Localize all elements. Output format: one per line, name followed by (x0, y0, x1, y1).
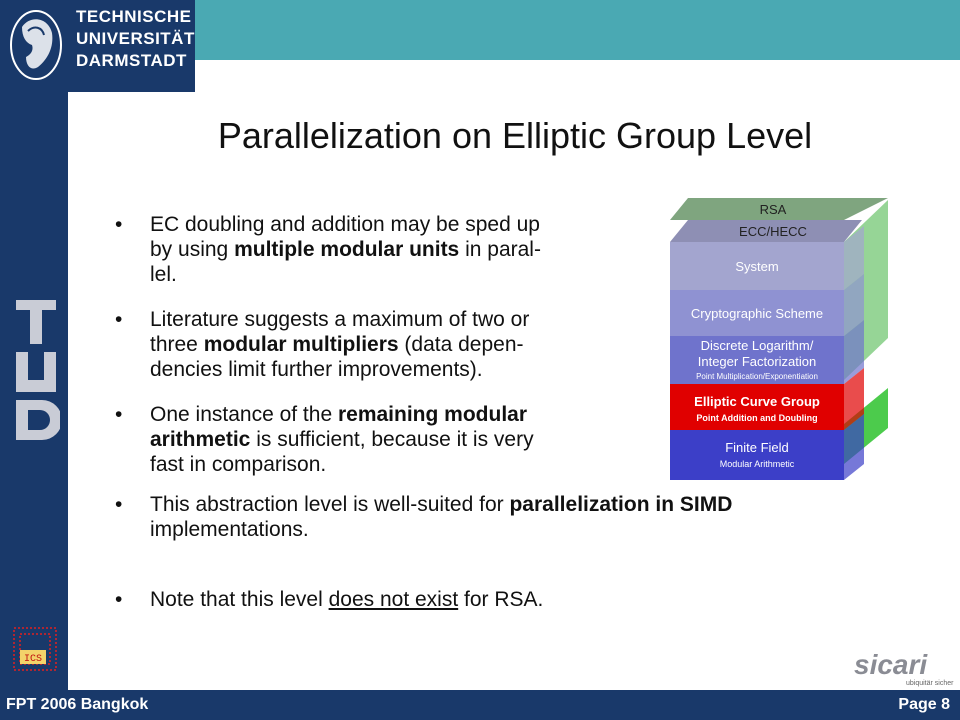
footer-event: FPT 2006 Bangkok (6, 696, 149, 713)
bullet-marker: • (115, 403, 123, 426)
stack-layer (670, 198, 888, 220)
bullet-marker: • (115, 588, 123, 611)
bullet-text (150, 307, 529, 382)
layer-label: Cryptographic Scheme (690, 306, 824, 321)
bold-text: remaining modular (337, 403, 527, 426)
stack-layer (670, 220, 862, 242)
logo-line-1: TECHNISCHE (76, 7, 192, 26)
bullet-text (150, 587, 543, 612)
bold-text: arithmetic (150, 428, 251, 451)
text-run: lel. (150, 263, 177, 286)
university-logo (0, 0, 195, 92)
bullet-marker: • (115, 308, 123, 331)
bullet-text (150, 402, 534, 477)
text-run: dencies limit further improvements). (150, 358, 483, 381)
text-run: One instance of the (150, 403, 338, 426)
layer-stack-diagram (668, 198, 892, 488)
text-run: for RSA. (458, 588, 544, 611)
header-teal-bar (195, 0, 960, 60)
slide-title: Parallelization on Elliptic Group Level (217, 115, 813, 156)
logo-line-3: DARMSTADT (76, 51, 187, 70)
sicari-tagline: ubiquitär sicher (906, 680, 954, 687)
text-run: fast in comparison. (150, 453, 327, 476)
bullet-text (150, 492, 732, 542)
footer-page-number: Page 8 (898, 696, 950, 713)
layer-label: RSA (759, 202, 787, 217)
layer-sublabel: Point Addition and Doubling (696, 413, 818, 423)
tud-logo-icon (12, 300, 60, 440)
bold-text: multiple modular units (234, 238, 460, 261)
text-run: three (150, 333, 204, 356)
text-run: EC doubling and addition may be sped up (150, 213, 540, 236)
bold-text: parallelization in SIMD (509, 493, 733, 516)
layer-label: ECC/HECC (739, 224, 807, 239)
sicari-logo-icon (852, 648, 956, 688)
layer-sublabel: Point Multiplication/Exponentiation (696, 372, 818, 381)
layer-label: System (735, 259, 779, 274)
footer-bar (0, 690, 960, 720)
athena-seal-icon (8, 7, 64, 83)
text-run: Literature suggests a maximum of two or (150, 308, 530, 331)
text-run: (data depen- (398, 333, 524, 356)
text-run: This abstraction level is well-suited for (150, 493, 510, 516)
layer-label: Discrete Logarithm/ (700, 338, 814, 353)
ics-logo-icon (10, 624, 60, 674)
layer-sublabel: Modular Arithmetic (719, 459, 795, 469)
bullet-marker: • (115, 213, 123, 236)
logo-line-2: UNIVERSITÄT (76, 29, 195, 48)
bullet-marker: • (115, 493, 123, 516)
text-run: implementations. (150, 518, 309, 541)
underlined-text: does not exist (328, 588, 459, 611)
layer-label: Finite Field (725, 440, 789, 455)
text-run: is sufficient, because it is very (250, 428, 534, 451)
bullet-text (150, 212, 541, 287)
sicari-logo-text: sicari (854, 649, 928, 680)
text-run: in paral- (459, 238, 541, 261)
layer-label: Integer Factorization (697, 354, 817, 369)
layer-label: Elliptic Curve Group (694, 394, 820, 409)
bold-text: modular multipliers (203, 333, 399, 356)
text-run: Note that this level (150, 588, 329, 611)
text-run: by using (150, 238, 235, 261)
ics-label: ICS (23, 654, 43, 665)
